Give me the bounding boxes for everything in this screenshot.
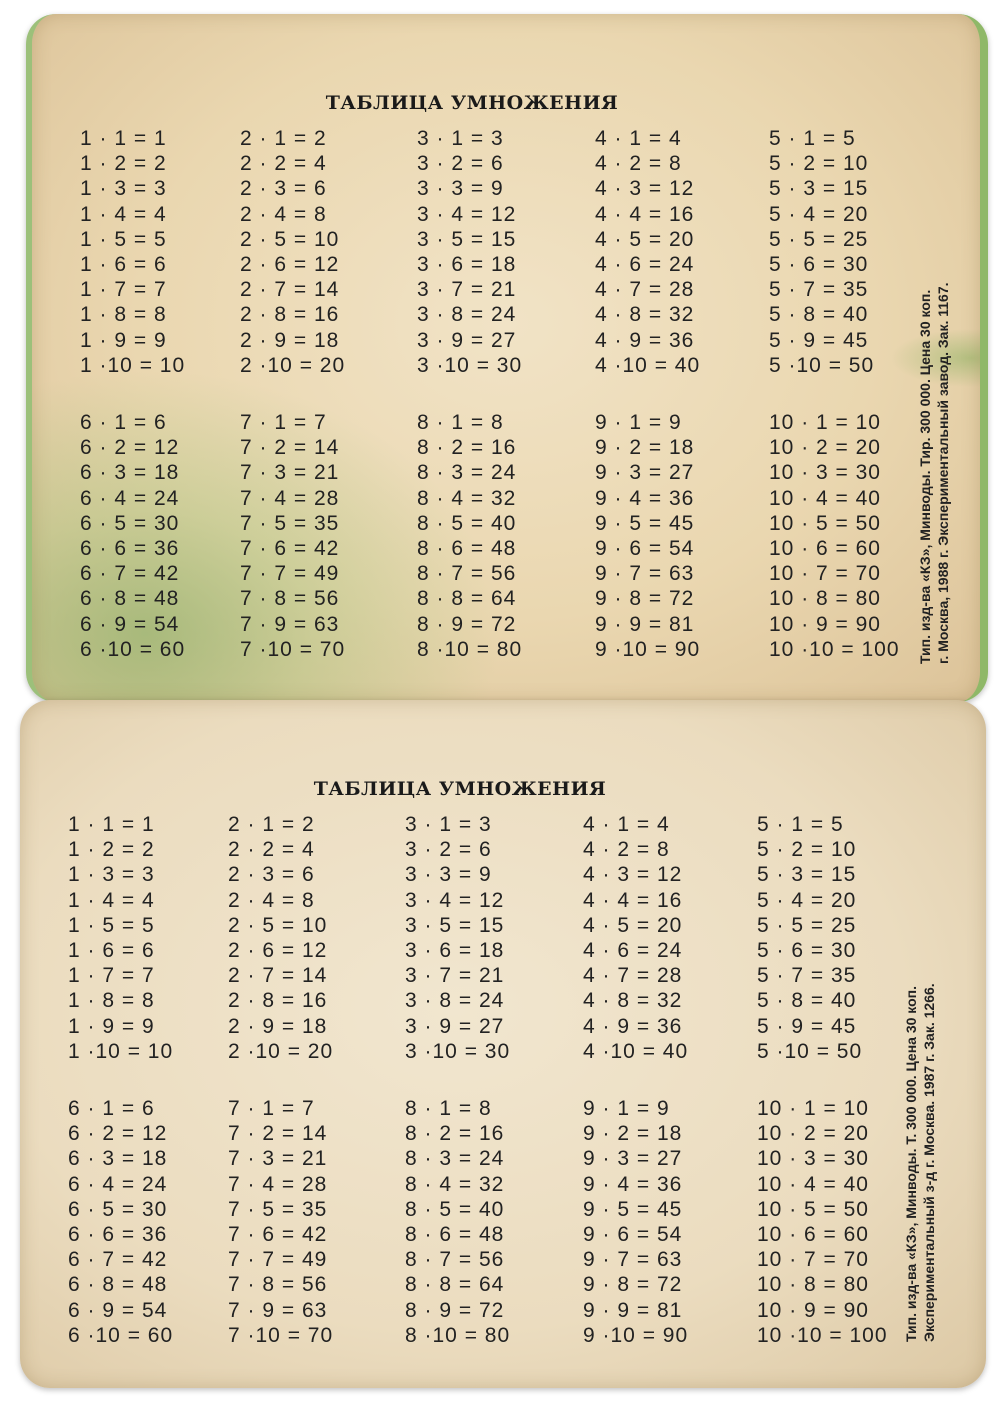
table-row: 1 · 2 = 2 — [68, 838, 155, 862]
table-row: 4 · 5 = 20 — [595, 227, 695, 251]
table-row: 8 · 9 = 72 — [417, 612, 517, 636]
imprint-line: Экспериментальный з-д г. Москва. 1987 г. Зак. 1266. — [921, 983, 937, 1342]
table-row: 9 · 1 = 9 — [583, 1097, 670, 1120]
table-row: 5 · 7 = 35 — [769, 278, 869, 302]
table-row: 7 ·10 = 70 — [240, 637, 346, 661]
table-row: 6 · 6 = 36 — [80, 536, 180, 560]
table-row: 6 · 1 = 6 — [68, 1097, 155, 1120]
table-row: 1 · 1 = 1 — [68, 813, 155, 836]
table-row: 10 · 4 = 40 — [757, 1172, 869, 1196]
table-row: 9 · 6 = 54 — [595, 536, 695, 560]
table-row: 6 · 3 = 18 — [80, 461, 180, 485]
table-row: 8 · 7 = 56 — [405, 1248, 505, 1272]
table-row: 1 · 7 = 7 — [80, 278, 167, 302]
table-row: 5 · 3 = 15 — [769, 177, 869, 201]
table-row: 5 · 6 = 30 — [757, 938, 857, 962]
table-row: 7 · 5 = 35 — [228, 1197, 328, 1221]
table-row: 3 · 8 = 24 — [417, 303, 517, 327]
table-row: 8 · 5 = 40 — [417, 511, 517, 535]
table-row: 10 · 5 = 50 — [769, 511, 881, 535]
table-row: 1 · 4 = 4 — [68, 888, 155, 912]
table-row: 7 · 8 = 56 — [240, 587, 340, 611]
table-row: 10 · 8 = 80 — [769, 587, 881, 611]
table-row: 5 ·10 = 50 — [769, 353, 875, 377]
table-row: 8 · 7 = 56 — [417, 562, 517, 586]
table-row: 4 ·10 = 40 — [595, 353, 701, 377]
table-row: 6 · 9 = 54 — [68, 1298, 168, 1322]
table-row: 9 · 3 = 27 — [583, 1147, 683, 1171]
table-row: 2 · 1 = 2 — [240, 127, 327, 150]
table-row: 7 · 6 = 42 — [240, 536, 340, 560]
table-row: 1 · 4 = 4 — [80, 202, 167, 226]
table-row: 1 · 8 = 8 — [80, 303, 167, 327]
table-row: 9 · 4 = 36 — [583, 1172, 683, 1196]
table-row: 2 · 2 = 4 — [240, 152, 327, 176]
table-column — [405, 1096, 580, 1348]
table-row: 3 · 1 = 3 — [405, 813, 492, 836]
table-row: 8 · 5 = 40 — [405, 1197, 505, 1221]
table-row: 8 · 9 = 72 — [405, 1298, 505, 1322]
table-row: 4 · 8 = 32 — [595, 303, 695, 327]
table-row: 4 · 6 = 24 — [595, 252, 695, 276]
table-column — [595, 410, 770, 662]
table-row: 3 · 9 = 27 — [417, 328, 517, 352]
table-row: 8 · 3 = 24 — [405, 1147, 505, 1171]
table-row: 8 · 4 = 32 — [405, 1172, 505, 1196]
table-row: 10 · 6 = 60 — [757, 1222, 869, 1246]
table-row: 10 · 3 = 30 — [757, 1147, 869, 1171]
table-row: 5 · 8 = 40 — [769, 303, 869, 327]
table-row: 5 · 7 = 35 — [757, 964, 857, 988]
table-row: 6 · 6 = 36 — [68, 1222, 168, 1246]
table-row: 1 · 1 = 1 — [80, 127, 167, 150]
table-row: 10 · 4 = 40 — [769, 486, 881, 510]
table-row: 1 · 3 = 3 — [80, 177, 167, 201]
table-row: 4 · 7 = 28 — [583, 964, 683, 988]
table-row: 10 · 7 = 70 — [757, 1248, 869, 1272]
table-row: 10 ·10 = 100 — [757, 1323, 888, 1347]
table-column — [68, 1096, 243, 1348]
imprint-line: Тип. изд-ва «КЗ», Минводы. Тир. 300 000. Цена 30 коп. — [917, 289, 933, 664]
table-row: 7 · 2 = 14 — [228, 1122, 328, 1146]
table-row: 4 · 7 = 28 — [595, 278, 695, 302]
table-row: 4 · 9 = 36 — [583, 1014, 683, 1038]
table-row: 6 · 4 = 24 — [68, 1172, 168, 1196]
table-row: 6 · 1 = 6 — [80, 411, 167, 434]
table-row: 3 · 3 = 9 — [405, 863, 492, 887]
table-row: 7 · 7 = 49 — [228, 1248, 328, 1272]
table-row: 5 · 4 = 20 — [757, 888, 857, 912]
table-row: 9 · 6 = 54 — [583, 1222, 683, 1246]
table-column — [240, 410, 415, 662]
table-row: 2 · 3 = 6 — [240, 177, 327, 201]
imprint-line: Тип. изд-ва «КЗ», Минводы. Т. 300 000. Цена 30 коп. — [903, 985, 919, 1342]
table-row: 8 · 3 = 24 — [417, 461, 517, 485]
table-row: 10 · 6 = 60 — [769, 536, 881, 560]
table-row: 6 · 5 = 30 — [68, 1197, 168, 1221]
table-row: 9 · 3 = 27 — [595, 461, 695, 485]
table-row: 3 ·10 = 30 — [405, 1039, 511, 1063]
table-row: 6 ·10 = 60 — [68, 1323, 174, 1347]
table-row: 5 · 9 = 45 — [757, 1014, 857, 1038]
table-column — [240, 126, 415, 378]
table-row: 7 · 2 = 14 — [240, 436, 340, 460]
table-row: 1 · 2 = 2 — [80, 152, 167, 176]
table-row: 8 · 6 = 48 — [405, 1222, 505, 1246]
table-row: 2 · 4 = 8 — [228, 888, 315, 912]
table-row: 6 · 8 = 48 — [80, 587, 180, 611]
table-row: 1 ·10 = 10 — [68, 1039, 174, 1063]
table-row: 2 · 8 = 16 — [240, 303, 340, 327]
table-row: 10 · 8 = 80 — [757, 1273, 869, 1297]
table-column — [417, 410, 592, 662]
table-column — [583, 812, 758, 1064]
multiplication-card-bottom — [20, 700, 986, 1388]
table-column — [68, 812, 243, 1064]
card-title: ТАБЛИЦА УМНОЖЕНИЯ — [313, 778, 607, 800]
table-row: 4 ·10 = 40 — [583, 1039, 689, 1063]
table-row: 4 · 5 = 20 — [583, 913, 683, 937]
table-row: 2 · 7 = 14 — [228, 964, 328, 988]
table-column — [417, 126, 592, 378]
table-row: 5 · 6 = 30 — [769, 252, 869, 276]
table-row: 8 · 2 = 16 — [417, 436, 517, 460]
table-row: 1 · 5 = 5 — [68, 913, 155, 937]
table-column — [595, 126, 770, 378]
table-row: 9 · 2 = 18 — [583, 1122, 683, 1146]
table-row: 7 · 9 = 63 — [228, 1298, 328, 1322]
table-row: 3 · 5 = 15 — [405, 913, 505, 937]
table-row: 3 · 6 = 18 — [405, 938, 505, 962]
table-row: 7 · 7 = 49 — [240, 562, 340, 586]
table-row: 5 · 4 = 20 — [769, 202, 869, 226]
table-row: 6 · 2 = 12 — [68, 1122, 168, 1146]
table-row: 5 · 2 = 10 — [769, 152, 869, 176]
table-column — [228, 812, 403, 1064]
table-row: 9 · 4 = 36 — [595, 486, 695, 510]
table-column — [80, 126, 255, 378]
table-row: 3 · 6 = 18 — [417, 252, 517, 276]
table-row: 10 · 2 = 20 — [769, 436, 881, 460]
table-row: 9 · 5 = 45 — [595, 511, 695, 535]
table-row: 9 · 7 = 63 — [595, 562, 695, 586]
table-row: 8 · 8 = 64 — [405, 1273, 505, 1297]
table-row: 2 · 5 = 10 — [240, 227, 340, 251]
table-row: 1 · 3 = 3 — [68, 863, 155, 887]
table-row: 7 · 4 = 28 — [228, 1172, 328, 1196]
table-row: 10 · 1 = 10 — [757, 1097, 869, 1120]
table-row: 2 · 3 = 6 — [228, 863, 315, 887]
table-row: 4 · 1 = 4 — [595, 127, 682, 150]
table-row: 9 · 1 = 9 — [595, 411, 682, 434]
table-row: 9 · 8 = 72 — [583, 1273, 683, 1297]
table-row: 5 · 9 = 45 — [769, 328, 869, 352]
table-row: 9 · 5 = 45 — [583, 1197, 683, 1221]
table-column — [80, 410, 255, 662]
printer-imprint — [902, 802, 938, 1342]
table-row: 4 · 6 = 24 — [583, 938, 683, 962]
table-row: 7 · 1 = 7 — [240, 411, 327, 434]
table-row: 4 · 8 = 32 — [583, 989, 683, 1013]
table-row: 9 · 8 = 72 — [595, 587, 695, 611]
table-column — [583, 1096, 758, 1348]
table-row: 1 · 5 = 5 — [80, 227, 167, 251]
table-row: 2 · 6 = 12 — [240, 252, 340, 276]
table-row: 1 · 9 = 9 — [80, 328, 167, 352]
table-row: 2 · 9 = 18 — [240, 328, 340, 352]
table-row: 2 · 6 = 12 — [228, 938, 328, 962]
table-row: 7 · 3 = 21 — [240, 461, 340, 485]
table-row: 8 · 2 = 16 — [405, 1122, 505, 1146]
table-row: 2 · 9 = 18 — [228, 1014, 328, 1038]
table-row: 3 ·10 = 30 — [417, 353, 523, 377]
table-row: 3 · 1 = 3 — [417, 127, 504, 150]
table-row: 8 · 1 = 8 — [417, 411, 504, 434]
table-row: 2 · 8 = 16 — [228, 989, 328, 1013]
table-row: 6 · 5 = 30 — [80, 511, 180, 535]
table-row: 6 · 2 = 12 — [80, 436, 180, 460]
table-row: 8 · 4 = 32 — [417, 486, 517, 510]
table-row: 5 · 2 = 10 — [757, 838, 857, 862]
table-row: 4 · 9 = 36 — [595, 328, 695, 352]
table-row: 8 · 1 = 8 — [405, 1097, 492, 1120]
table-row: 4 · 3 = 12 — [595, 177, 695, 201]
table-row: 2 ·10 = 20 — [228, 1039, 334, 1063]
table-row: 1 · 6 = 6 — [68, 938, 155, 962]
table-row: 10 · 9 = 90 — [769, 612, 881, 636]
table-row: 9 ·10 = 90 — [583, 1323, 689, 1347]
table-row: 7 · 8 = 56 — [228, 1273, 328, 1297]
table-row: 5 ·10 = 50 — [757, 1039, 863, 1063]
table-row: 3 · 7 = 21 — [405, 964, 505, 988]
table-row: 4 · 4 = 16 — [595, 202, 695, 226]
table-row: 1 ·10 = 10 — [80, 353, 186, 377]
table-row: 1 · 8 = 8 — [68, 989, 155, 1013]
table-row: 6 · 4 = 24 — [80, 486, 180, 510]
table-row: 10 ·10 = 100 — [769, 637, 900, 661]
table-row: 9 ·10 = 90 — [595, 637, 701, 661]
table-row: 3 · 7 = 21 — [417, 278, 517, 302]
table-column — [228, 1096, 403, 1348]
table-row: 10 · 2 = 20 — [757, 1122, 869, 1146]
table-row: 4 · 3 = 12 — [583, 863, 683, 887]
table-row: 5 · 3 = 15 — [757, 863, 857, 887]
table-row: 3 · 2 = 6 — [417, 152, 504, 176]
table-row: 7 · 3 = 21 — [228, 1147, 328, 1171]
multiplication-card-top — [26, 14, 988, 702]
table-row: 6 · 9 = 54 — [80, 612, 180, 636]
table-row: 5 · 1 = 5 — [757, 813, 844, 836]
table-row: 7 · 6 = 42 — [228, 1222, 328, 1246]
table-row: 10 · 3 = 30 — [769, 461, 881, 485]
table-row: 9 · 9 = 81 — [583, 1298, 683, 1322]
table-row: 8 · 8 = 64 — [417, 587, 517, 611]
table-row: 5 · 5 = 25 — [757, 913, 857, 937]
table-row: 8 ·10 = 80 — [417, 637, 523, 661]
table-row: 3 · 3 = 9 — [417, 177, 504, 201]
table-row: 5 · 8 = 40 — [757, 989, 857, 1013]
table-row: 2 · 5 = 10 — [228, 913, 328, 937]
table-row: 8 ·10 = 80 — [405, 1323, 511, 1347]
table-row: 3 · 4 = 12 — [417, 202, 517, 226]
table-row: 9 · 2 = 18 — [595, 436, 695, 460]
table-row: 6 · 8 = 48 — [68, 1273, 168, 1297]
table-row: 6 ·10 = 60 — [80, 637, 186, 661]
table-row: 10 · 9 = 90 — [757, 1298, 869, 1322]
table-row: 4 · 2 = 8 — [583, 838, 670, 862]
imprint-line: г. Москва, 1988 г. Экспериментальный завод. Зак. 1167. — [935, 282, 951, 664]
table-row: 5 · 1 = 5 — [769, 127, 856, 150]
table-row: 2 · 1 = 2 — [228, 813, 315, 836]
table-row: 7 · 1 = 7 — [228, 1097, 315, 1120]
table-row: 7 ·10 = 70 — [228, 1323, 334, 1347]
table-row: 10 · 7 = 70 — [769, 562, 881, 586]
table-row: 2 · 4 = 8 — [240, 202, 327, 226]
table-row: 9 · 9 = 81 — [595, 612, 695, 636]
table-row: 1 · 6 = 6 — [80, 252, 167, 276]
table-row: 2 · 7 = 14 — [240, 278, 340, 302]
table-row: 2 ·10 = 20 — [240, 353, 346, 377]
table-row: 3 · 4 = 12 — [405, 888, 505, 912]
table-row: 4 · 1 = 4 — [583, 813, 670, 836]
table-row: 6 · 7 = 42 — [68, 1248, 168, 1272]
table-row: 4 · 4 = 16 — [583, 888, 683, 912]
printer-imprint — [916, 124, 952, 664]
table-row: 7 · 4 = 28 — [240, 486, 340, 510]
table-row: 7 · 9 = 63 — [240, 612, 340, 636]
table-row: 1 · 9 = 9 — [68, 1014, 155, 1038]
table-row: 8 · 6 = 48 — [417, 536, 517, 560]
table-row: 10 · 5 = 50 — [757, 1197, 869, 1221]
table-row: 9 · 7 = 63 — [583, 1248, 683, 1272]
table-row: 6 · 3 = 18 — [68, 1147, 168, 1171]
table-row: 4 · 2 = 8 — [595, 152, 682, 176]
table-column — [405, 812, 580, 1064]
table-row: 1 · 7 = 7 — [68, 964, 155, 988]
table-row: 3 · 9 = 27 — [405, 1014, 505, 1038]
table-row: 6 · 7 = 42 — [80, 562, 180, 586]
card-title: ТАБЛИЦА УМНОЖЕНИЯ — [325, 92, 619, 114]
table-row: 10 · 1 = 10 — [769, 411, 881, 434]
table-row: 3 · 2 = 6 — [405, 838, 492, 862]
table-row: 5 · 5 = 25 — [769, 227, 869, 251]
table-row: 3 · 5 = 15 — [417, 227, 517, 251]
table-row: 7 · 5 = 35 — [240, 511, 340, 535]
table-row: 2 · 2 = 4 — [228, 838, 315, 862]
table-row: 3 · 8 = 24 — [405, 989, 505, 1013]
